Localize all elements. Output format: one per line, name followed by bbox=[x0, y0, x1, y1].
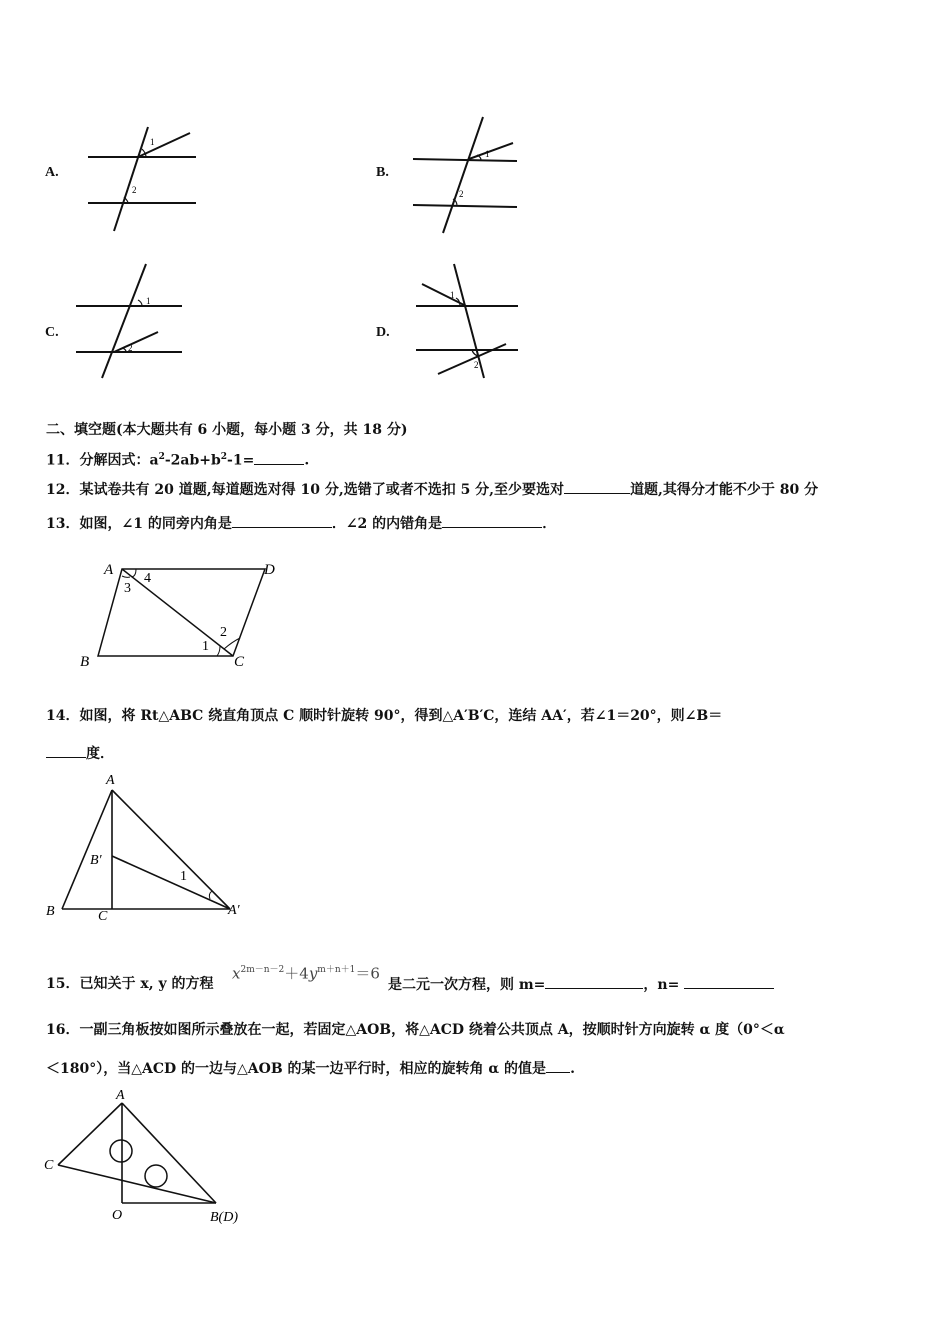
label-B-prime: B′ bbox=[90, 853, 102, 868]
label-A: A bbox=[104, 562, 114, 578]
figure-13-parallelogram bbox=[70, 556, 290, 674]
label-A: A bbox=[106, 773, 115, 788]
option-c-angle-2: 2 bbox=[128, 343, 133, 353]
option-a-angle-1: 1 bbox=[150, 137, 155, 147]
label-4: 4 bbox=[144, 571, 151, 586]
option-d-angle-2: 2 bbox=[474, 360, 479, 370]
option-b-label: B. bbox=[376, 165, 389, 180]
label-C: C bbox=[98, 909, 108, 924]
label-B: B bbox=[46, 904, 55, 919]
question-14-line2: 度． bbox=[46, 743, 114, 764]
label-1: 1 bbox=[202, 639, 209, 654]
label-D: D bbox=[264, 562, 275, 578]
option-b-angle-2: 2 bbox=[459, 189, 464, 199]
question-15: 15．已知关于 x, y 的方程 bbox=[46, 976, 214, 992]
equation-15: $x^{2m-n-2}+4y^{m+n+1}=6$ bbox=[232, 964, 380, 983]
label-C: C bbox=[234, 654, 245, 670]
option-a-angle-2: 2 bbox=[132, 185, 137, 195]
question-14-line1: 14．如图，将 Rt△ABC 绕直角顶点 C 顺时针旋转 90°，得到△A′B′C，连结 AA′，若∠1＝20°，则∠B＝ bbox=[46, 708, 723, 724]
answer-blank-12[interactable] bbox=[564, 479, 630, 494]
option-b-angle-1: 1 bbox=[485, 149, 490, 159]
answer-blank-14[interactable] bbox=[46, 743, 86, 758]
section-title: 二、填空题(本大题共有 6 小题，每小题 3 分，共 18 分) bbox=[46, 422, 408, 438]
label-C: C bbox=[44, 1158, 54, 1173]
answer-blank-13a[interactable] bbox=[232, 513, 332, 528]
option-d-angle-1: 1 bbox=[450, 290, 455, 300]
question-16-line2: ＜180°），当△ACD 的一边与△AOB 的某一边平行时，相应的旋转角 α 的值是 . bbox=[46, 1058, 575, 1079]
label-B: B bbox=[80, 654, 90, 670]
answer-blank-13b[interactable] bbox=[442, 513, 542, 528]
question-15-suffix: 是二元一次方程，则 m= ，n= bbox=[388, 974, 774, 995]
label-3: 3 bbox=[124, 581, 131, 596]
answer-blank-16[interactable] bbox=[546, 1058, 570, 1073]
option-d-label: D. bbox=[376, 325, 390, 340]
option-a-label: A. bbox=[45, 165, 59, 180]
option-c-figure bbox=[70, 262, 190, 382]
question-13: 13．如图，∠1 的同旁内角是 ．∠2 的内错角是 ． bbox=[46, 513, 556, 534]
option-c-label: C. bbox=[45, 325, 59, 340]
label-2: 2 bbox=[220, 625, 227, 640]
label-A: A bbox=[116, 1088, 125, 1103]
option-a-figure bbox=[80, 125, 205, 235]
question-12: 12．某试卷共有 20 道题,每道题选对得 10 分,选错了或者不选扣 5 分,至少要选对 道题,其得分才能不少于 80 分 bbox=[46, 479, 818, 500]
figure-14-triangle bbox=[40, 770, 260, 930]
question-11: 11．分解因式：$a^2-2ab+b^2-1=$ . bbox=[46, 447, 309, 471]
label-A-prime: A′ bbox=[228, 903, 240, 918]
answer-blank-15b[interactable] bbox=[684, 974, 774, 989]
answer-blank-15a[interactable] bbox=[545, 974, 643, 989]
option-d-figure bbox=[410, 262, 530, 382]
label-O: O bbox=[112, 1208, 123, 1223]
label-1: 1 bbox=[180, 869, 187, 884]
question-16-line1: 16．一副三角板按如图所示叠放在一起，若固定△AOB，将△ACD 绕着公共顶点 A，按顺时针方向旋转 α 度（0°＜α bbox=[46, 1022, 785, 1038]
label-B-D: B(D) bbox=[210, 1210, 238, 1225]
answer-blank-11[interactable] bbox=[254, 450, 304, 465]
option-c-angle-1: 1 bbox=[146, 296, 151, 306]
option-b-figure bbox=[405, 115, 530, 235]
figure-16-triangles bbox=[40, 1085, 260, 1235]
